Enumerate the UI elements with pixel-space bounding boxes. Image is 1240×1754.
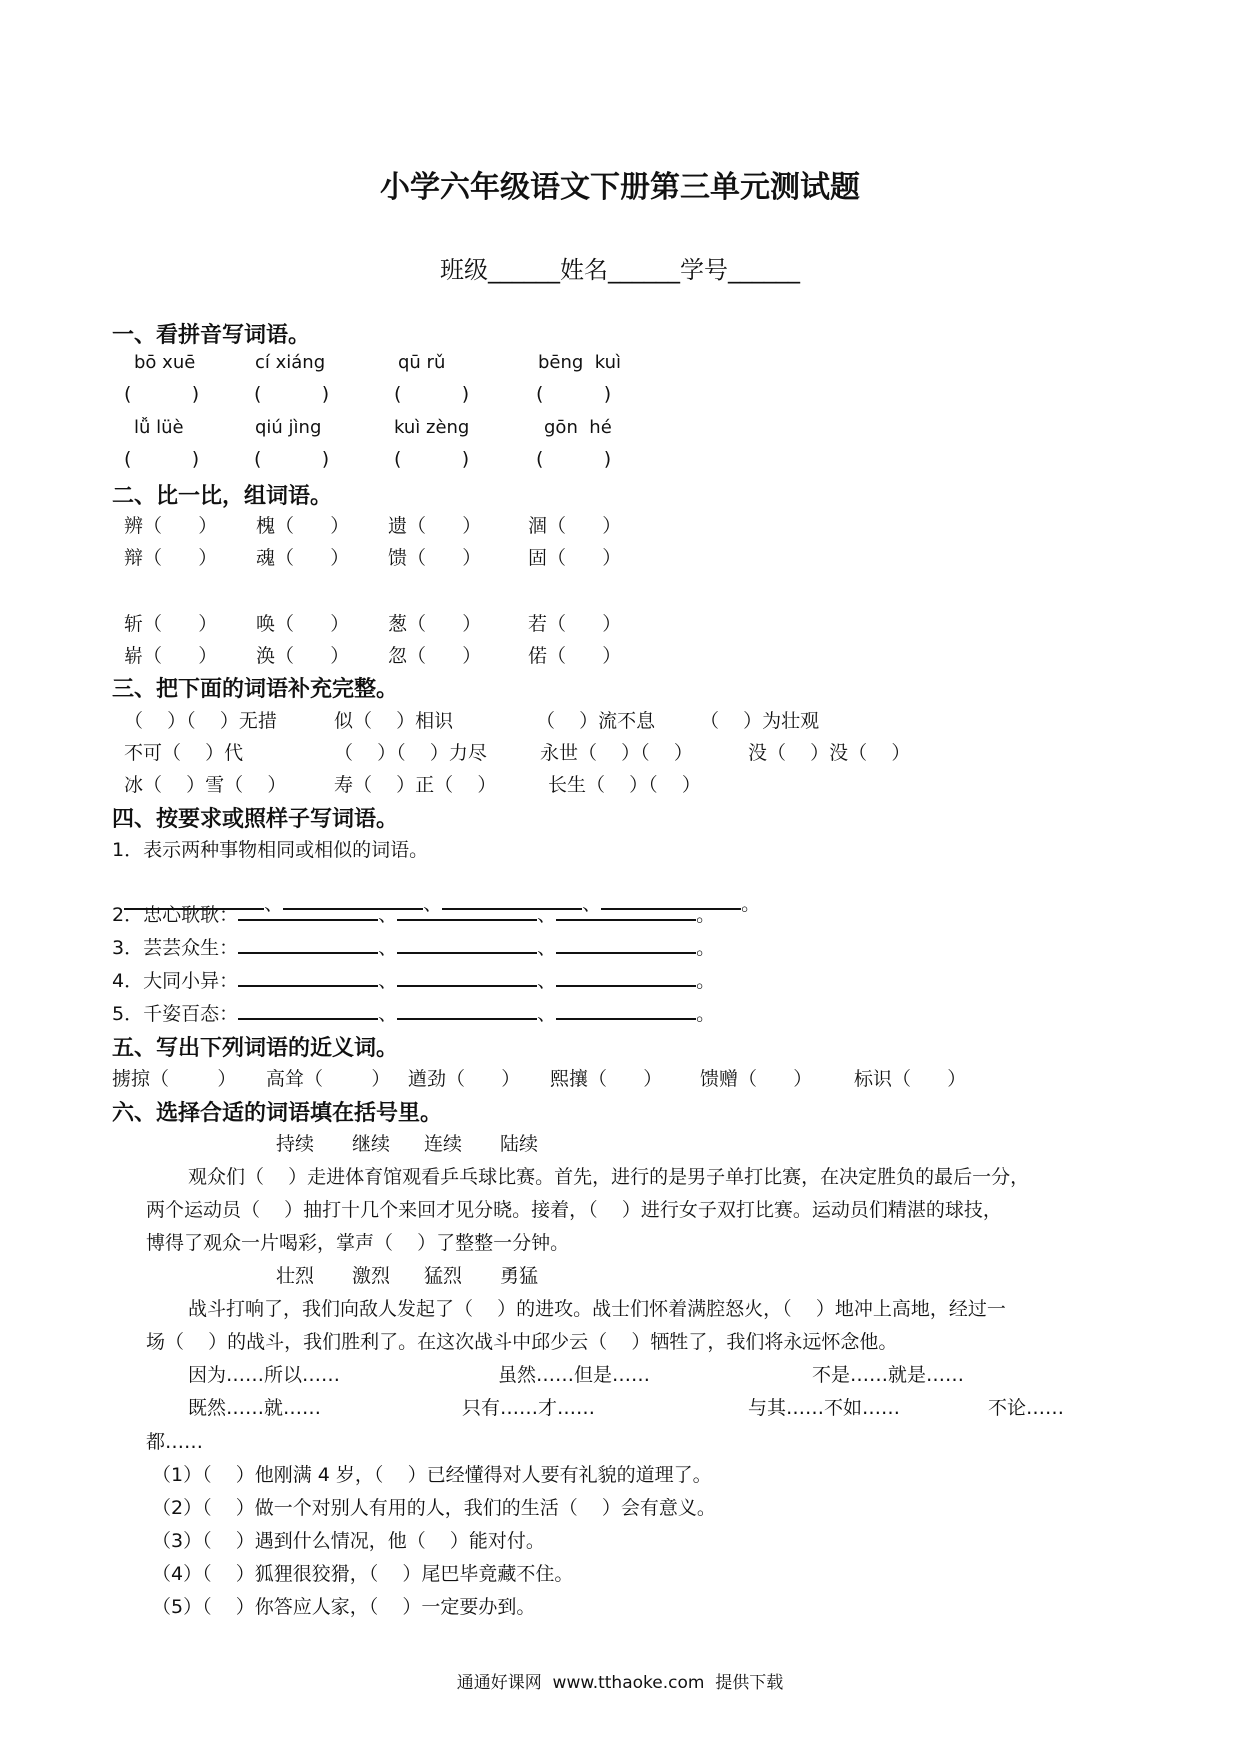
pinyin-3: qū rǔ: [398, 352, 446, 373]
compare-item[interactable]: 遗（ ）: [388, 515, 482, 537]
paragraph-line: 观众们（ ）走进体育馆观看乒乓球比赛。首先，进行的是男子单打比赛，在决定胜负的最后一分，: [188, 1166, 1030, 1188]
answer-bracket[interactable]: ( ): [254, 383, 330, 405]
synonym-item[interactable]: 遒劲（ ）: [408, 1068, 521, 1090]
period: 。: [741, 893, 761, 915]
answer-bracket[interactable]: ( ): [536, 383, 612, 405]
section-3-heading: 三、把下面的词语补充完整。: [112, 677, 399, 702]
period: 。: [696, 937, 716, 959]
conjunction-pair: 不论……: [988, 1397, 1065, 1419]
section-2-heading: 二、比一比，组词语。: [112, 484, 333, 509]
sentence-item[interactable]: （2）（ ）做一个对别人有用的人，我们的生活（ ）会有意义。: [152, 1497, 716, 1519]
answer-bracket[interactable]: ( ): [124, 383, 200, 405]
conjunction-pair: 不是……就是……: [812, 1364, 965, 1386]
compare-item[interactable]: 固（ ）: [528, 547, 622, 569]
section-6-heading: 六、选择合适的词语填在括号里。: [112, 1101, 443, 1126]
compare-item[interactable]: 唤（ ）: [256, 613, 350, 635]
answer-line[interactable]: [238, 965, 378, 987]
synonym-item[interactable]: 馈赠（ ）: [700, 1068, 813, 1090]
word-choice: 连续: [424, 1133, 463, 1155]
answer-bracket[interactable]: ( ): [394, 383, 470, 405]
conjunction-pair: 因为……所以……: [188, 1364, 341, 1386]
idiom-item[interactable]: （ ）（ ）无措: [124, 710, 277, 732]
separator: 、: [378, 970, 398, 992]
idiom-item[interactable]: 长生（ ）（ ）: [548, 774, 701, 796]
conjunction-pair: 虽然……但是……: [498, 1364, 651, 1386]
answer-row: [112, 899, 715, 927]
compare-item[interactable]: 若（ ）: [528, 613, 622, 635]
conjunction-pair: 与其……不如……: [748, 1397, 901, 1419]
separator: 、: [423, 893, 443, 915]
question-1: 1．表示两种事物相同或相似的词语。: [112, 839, 429, 861]
synonym-item[interactable]: 熙攘（ ）: [550, 1068, 663, 1090]
conjunction-pair: 只有……才……: [462, 1397, 596, 1419]
separator: 、: [537, 937, 557, 959]
pinyin-4: bēng kuì: [538, 352, 622, 373]
sentence-item[interactable]: （3）（ ）遇到什么情况，他（ ）能对付。: [152, 1530, 545, 1552]
paragraph-line: 博得了观众一片喝彩，掌声（ ）了整整一分钟。: [146, 1232, 570, 1254]
idiom-item[interactable]: 寿（ ）正（ ）: [334, 774, 497, 796]
word-choice: 壮烈: [276, 1265, 315, 1287]
answer-bracket[interactable]: ( ): [254, 448, 330, 470]
answer-bracket[interactable]: ( ): [536, 448, 612, 470]
word-choice: 陆续: [500, 1133, 539, 1155]
answer-line[interactable]: [238, 932, 378, 954]
answer-line[interactable]: [238, 899, 378, 921]
answer-line[interactable]: [397, 932, 537, 954]
synonym-item[interactable]: 高耸（ ）: [266, 1068, 391, 1090]
period: 。: [696, 970, 716, 992]
separator: 、: [264, 893, 284, 915]
separator: 、: [582, 893, 602, 915]
period: 。: [696, 904, 716, 926]
word-choice: 勇猛: [500, 1265, 539, 1287]
answer-line[interactable]: [397, 965, 537, 987]
synonym-item[interactable]: 掳掠（ ）: [112, 1068, 237, 1090]
synonym-item[interactable]: 标识（ ）: [854, 1068, 967, 1090]
separator: 、: [537, 904, 557, 926]
sentence-item[interactable]: （5）（ ）你答应人家，（ ）一定要办到。: [152, 1596, 536, 1618]
compare-item[interactable]: 槐（ ）: [256, 515, 350, 537]
answer-line[interactable]: [556, 899, 696, 921]
answer-line[interactable]: [397, 899, 537, 921]
word-choice: 激烈: [352, 1265, 391, 1287]
separator: 、: [378, 904, 398, 926]
pinyin-7: kuì zèng: [394, 417, 470, 438]
answer-line[interactable]: [397, 998, 537, 1020]
idiom-item[interactable]: 似（ ）相识: [334, 710, 454, 732]
compare-item[interactable]: 忽（ ）: [388, 645, 482, 667]
sentence-item[interactable]: （1）（ ）他刚满 4 岁，（ ）已经懂得对人要有礼貌的道理了。: [152, 1464, 712, 1486]
compare-item[interactable]: 馈（ ）: [388, 547, 482, 569]
paragraph-line: 场（ ）的战斗，我们胜利了。在这次战斗中邱少云（ ）牺牲了，我们将永远怀念他。: [146, 1331, 898, 1353]
conjunction-pair: 既然……就……: [188, 1397, 322, 1419]
answer-row: [112, 932, 715, 960]
student-info-line: 班级______姓名______学号______: [440, 256, 800, 284]
answer-row: [112, 998, 715, 1026]
separator: 、: [537, 1003, 557, 1025]
compare-item[interactable]: 辩（ ）: [124, 547, 218, 569]
separator: 、: [378, 937, 398, 959]
idiom-item[interactable]: （ ）为壮观: [700, 710, 820, 732]
question-label: 2．忠心耿耿：: [112, 904, 239, 926]
page-footer: 通通好课网 www.tthaoke.com 提供下载: [456, 1673, 784, 1693]
answer-line[interactable]: [556, 932, 696, 954]
paragraph-line: 两个运动员（ ）抽打十几个来回才见分晓。接着，（ ）进行女子双打比赛。运动员们精湛的球技，: [146, 1199, 1002, 1221]
idiom-item[interactable]: 没（ ）没（ ）: [748, 742, 911, 764]
word-choice: 持续: [276, 1133, 315, 1155]
separator: 、: [378, 1003, 398, 1025]
idiom-item[interactable]: （ ）流不息: [536, 710, 656, 732]
compare-item[interactable]: 辨（ ）: [124, 515, 218, 537]
compare-item[interactable]: 偌（ ）: [528, 645, 622, 667]
word-choice: 猛烈: [424, 1265, 463, 1287]
idiom-item[interactable]: 冰（ ）雪（ ）: [124, 774, 287, 796]
answer-line[interactable]: [238, 998, 378, 1020]
question-label: 4．大同小异：: [112, 970, 239, 992]
sentence-item[interactable]: （4）（ ）狐狸很狡猾，（ ）尾巴毕竟藏不住。: [152, 1563, 574, 1585]
pinyin-1: bō xuē: [134, 352, 196, 373]
idiom-item[interactable]: 不可（ ）代: [124, 742, 244, 764]
compare-item[interactable]: 崭（ ）: [124, 645, 218, 667]
answer-line[interactable]: [556, 998, 696, 1020]
conjunction-tail: 都……: [146, 1431, 204, 1453]
compare-item[interactable]: 涸（ ）: [528, 515, 622, 537]
question-label: 3．芸芸众生：: [112, 937, 239, 959]
pinyin-8: gōn hé: [544, 417, 612, 438]
compare-item[interactable]: 涣（ ）: [256, 645, 350, 667]
question-label: 5．千姿百态：: [112, 1003, 239, 1025]
compare-item[interactable]: 斩（ ）: [124, 613, 218, 635]
compare-item[interactable]: 魂（ ）: [256, 547, 350, 569]
separator: 、: [537, 970, 557, 992]
section-4-heading: 四、按要求或照样子写词语。: [112, 807, 399, 832]
pinyin-2: cí xiáng: [255, 352, 326, 373]
section-5-heading: 五、写出下列词语的近义词。: [112, 1036, 399, 1061]
idiom-item[interactable]: （ ）（ ）力尽: [334, 742, 487, 764]
period: 。: [696, 1003, 716, 1025]
idiom-item[interactable]: 永世（ ）（ ）: [540, 742, 693, 764]
section-1-heading: 一、看拼音写词语。: [112, 323, 311, 348]
page-title: 小学六年级语文下册第三单元测试题: [380, 170, 860, 205]
compare-item[interactable]: 葱（ ）: [388, 613, 482, 635]
pinyin-5: lǚ lüè: [134, 417, 184, 438]
answer-line[interactable]: [556, 965, 696, 987]
word-choice: 继续: [352, 1133, 391, 1155]
answer-bracket[interactable]: ( ): [124, 448, 200, 470]
pinyin-6: qiú jìng: [255, 417, 322, 438]
paragraph-line: 战斗打响了，我们向敌人发起了（ ）的进攻。战士们怀着满腔怒火，（ ）地冲上高地，经过一: [188, 1298, 1006, 1320]
answer-bracket[interactable]: ( ): [394, 448, 470, 470]
answer-row: [112, 965, 715, 993]
